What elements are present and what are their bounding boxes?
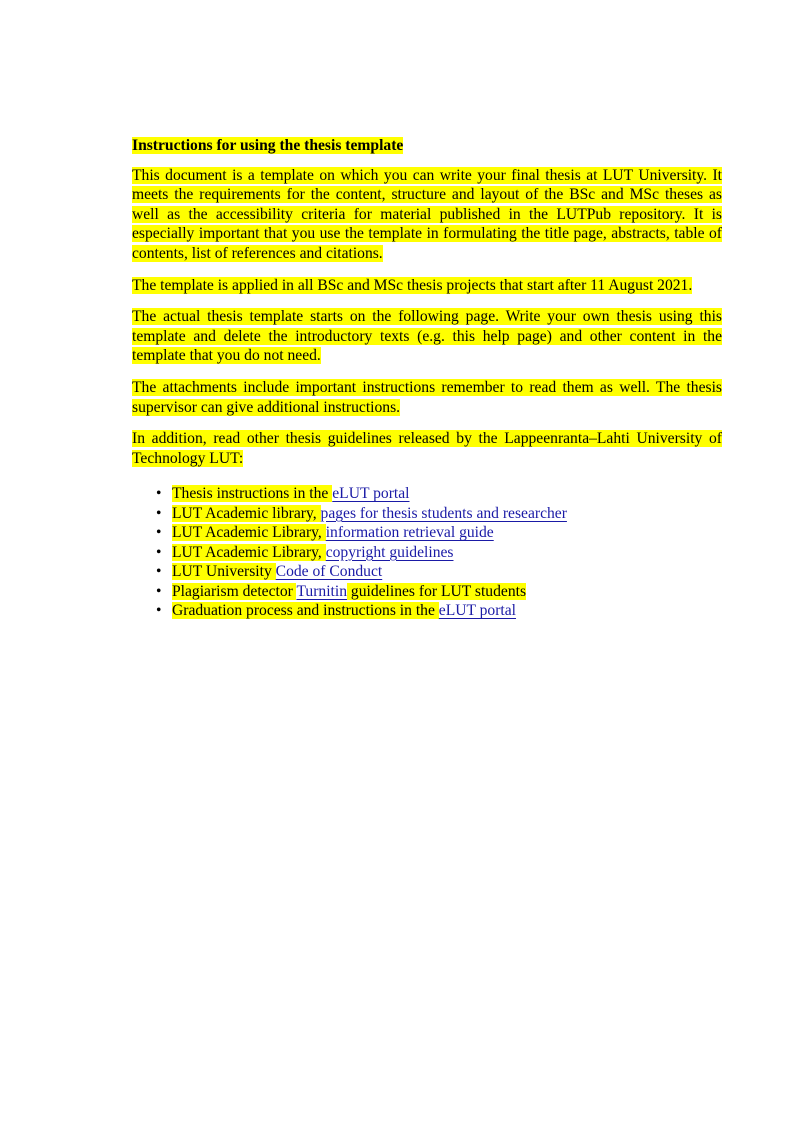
paragraph-text: In addition, read other thesis guidelines released by the Lappeenranta–Lahti University of Technology LUT: [132,430,722,467]
list-item-text: LUT Academic Library, [172,524,326,542]
list-item-text: LUT Academic Library, [172,543,326,561]
list-item-text: LUT University [172,563,276,581]
paragraph-text: The actual thesis template starts on the following page. Write your own thesis using this template and delete the introductory texts (e.g. this help page) and other content in the template that you do not need. [132,308,722,365]
paragraph-text: This document is a template on which you can write your final thesis at LUT University. It meets the requirements for the content, structure and layout of the BSc and MSc theses as well as the accessibility criteria for material published in the LUTPub repository. It is especially important that you use the template in formulating the title page, abstracts, table of contents, list of references and citations. [132,166,722,262]
information-retrieval-guide-link[interactable]: information retrieval guide [325,524,494,542]
list-item-text: Plagiarism detector [172,582,297,600]
code-of-conduct-link[interactable]: Code of Conduct [275,563,383,581]
list-item [156,484,722,504]
paragraph-text: The template is applied in all BSc and MSc thesis projects that start after 11 August 2021. [132,276,693,294]
list-item [156,543,722,563]
elut-portal-graduation-link[interactable]: eLUT portal [438,602,517,620]
bullet-icon: • [156,524,162,542]
turnitin-link[interactable]: Turnitin [296,582,347,600]
bullet-icon: • [156,485,162,503]
bullet-icon: • [156,582,162,600]
list-item-text: Thesis instructions in the [172,485,333,503]
copyright-guidelines-link[interactable]: copyright guidelines [325,543,454,561]
guidelines-list [132,484,722,621]
list-item [156,582,722,602]
paragraph-other-guidelines [132,429,722,468]
bullet-icon: • [156,504,162,522]
list-item [156,504,722,524]
list-item-text: Graduation process and instructions in the [172,602,439,620]
heading-text: Instructions for using the thesis template [132,137,404,154]
bullet-icon: • [156,602,162,620]
list-item [156,601,722,621]
paragraph-attachments [132,378,722,417]
document-page [132,136,722,621]
page-heading [132,136,722,156]
list-item-text-after: guidelines for LUT students [347,582,527,600]
paragraph-text: The attachments include important instructions remember to read them as well. The thesis supervisor can give additional instructions. [132,378,722,416]
paragraph-applicability [132,276,722,296]
paragraph-template-start [132,307,722,366]
list-item [156,562,722,582]
bullet-icon: • [156,563,162,581]
elut-portal-link[interactable]: eLUT portal [332,485,410,503]
list-item-text: LUT Academic library, [172,504,321,522]
thesis-students-pages-link[interactable]: pages for thesis students and researcher [320,504,567,522]
bullet-icon: • [156,543,162,561]
list-item [156,523,722,543]
paragraph-intro [132,166,722,264]
